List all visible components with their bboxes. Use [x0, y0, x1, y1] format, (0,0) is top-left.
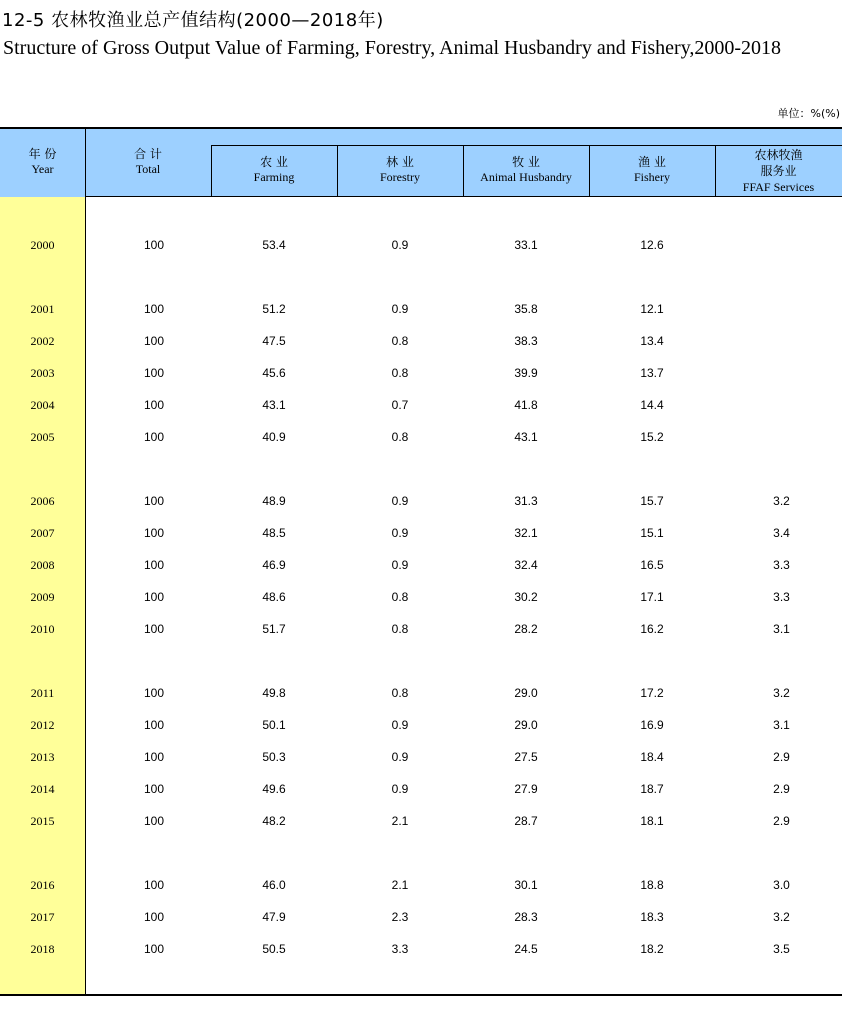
cell-animal-husbandry: 32.1: [514, 526, 538, 540]
cell-forestry: 2.1: [391, 878, 409, 892]
table-row: [0, 427, 842, 447]
cell-animal-husbandry: 31.3: [514, 494, 538, 508]
cell-total: 100: [143, 814, 165, 828]
cell-year: 2014: [30, 782, 55, 796]
header-services-en: FFAF Services: [742, 180, 815, 194]
cell-year: 2009: [30, 590, 55, 604]
cell-total: 100: [143, 942, 165, 956]
header-subgroup-rule: [211, 145, 842, 146]
cell-ffaf-services: 3.5: [773, 942, 790, 956]
cell-forestry: 2.3: [391, 910, 409, 924]
cell-farming: 48.2: [262, 814, 286, 828]
cell-forestry: 0.9: [391, 238, 409, 252]
cell-fishery: 18.8: [640, 878, 664, 892]
cell-year: 2000: [30, 238, 55, 252]
cell-animal-husbandry: 35.8: [514, 302, 538, 316]
cell-forestry: 0.9: [391, 750, 409, 764]
header-fishery-en: Fishery: [634, 170, 670, 184]
cell-year: 2010: [30, 622, 55, 636]
header-animal-en: Animal Husbandry: [480, 170, 572, 184]
header-year-en: Year: [31, 162, 54, 176]
table-row: [0, 235, 842, 255]
header-total: [85, 147, 211, 177]
cell-animal-husbandry: 43.1: [514, 430, 538, 444]
table-row: [0, 363, 842, 383]
header-total-en: Total: [135, 162, 161, 176]
cell-forestry: 0.8: [391, 622, 409, 636]
cell-animal-husbandry: 29.0: [514, 718, 538, 732]
cell-farming: 47.9: [262, 910, 286, 924]
header-year: [0, 147, 85, 177]
header-total-cn: 合 计: [134, 147, 162, 161]
cell-forestry: 3.3: [391, 942, 409, 956]
cell-forestry: 0.9: [391, 782, 409, 796]
table-bottom-rule: [0, 994, 842, 996]
cell-ffaf-services: [715, 427, 842, 447]
table-row: [0, 939, 842, 959]
table-row: [0, 523, 842, 543]
cell-animal-husbandry: 39.9: [514, 366, 538, 380]
cell-total: 100: [143, 782, 165, 796]
header-forestry-en: Forestry: [380, 170, 420, 184]
table-row: [0, 491, 842, 511]
cell-farming: 50.1: [262, 718, 286, 732]
cell-farming: 50.5: [262, 942, 286, 956]
cell-fishery: 12.1: [640, 302, 664, 316]
cell-year: 2017: [30, 910, 55, 924]
table-row: [0, 875, 842, 895]
cell-ffaf-services: 3.0: [773, 878, 790, 892]
cell-ffaf-services: 3.4: [773, 526, 790, 540]
cell-fishery: 12.6: [640, 238, 664, 252]
cell-year: 2003: [30, 366, 55, 380]
cell-fishery: 18.3: [640, 910, 664, 924]
cell-animal-husbandry: 41.8: [514, 398, 538, 412]
cell-forestry: 0.8: [391, 686, 409, 700]
cell-forestry: 0.8: [391, 366, 409, 380]
cell-animal-husbandry: 27.5: [514, 750, 538, 764]
table-row: [0, 683, 842, 703]
cell-forestry: 0.9: [391, 558, 409, 572]
cell-animal-husbandry: 28.2: [514, 622, 538, 636]
unit-label: 单位：%(%): [777, 107, 840, 120]
cell-fishery: 13.4: [640, 334, 664, 348]
cell-year: 2004: [30, 398, 55, 412]
cell-total: 100: [143, 238, 165, 252]
cell-farming: 50.3: [262, 750, 286, 764]
cell-total: 100: [143, 910, 165, 924]
cell-animal-husbandry: 38.3: [514, 334, 538, 348]
cell-farming: 48.6: [262, 590, 286, 604]
table-row: [0, 395, 842, 415]
table-row: [0, 619, 842, 639]
cell-fishery: 15.1: [640, 526, 664, 540]
cell-total: 100: [143, 558, 165, 572]
cell-total: 100: [143, 430, 165, 444]
cell-total: 100: [143, 622, 165, 636]
cell-year: 2006: [30, 494, 55, 508]
cell-ffaf-services: [715, 363, 842, 383]
cell-farming: 43.1: [262, 398, 286, 412]
cell-forestry: 0.9: [391, 302, 409, 316]
cell-year: 2001: [30, 302, 55, 316]
cell-year: 2012: [30, 718, 55, 732]
cell-animal-husbandry: 30.1: [514, 878, 538, 892]
table-row: [0, 907, 842, 927]
cell-ffaf-services: 3.2: [773, 910, 790, 924]
cell-year: 2007: [30, 526, 55, 540]
table-row: [0, 331, 842, 351]
header-year-cn: 年 份: [28, 147, 57, 161]
cell-ffaf-services: [715, 395, 842, 415]
cell-forestry: 0.9: [391, 526, 409, 540]
header-farming-en: Farming: [253, 170, 295, 184]
cell-forestry: 0.7: [391, 398, 409, 412]
cell-year: 2016: [30, 878, 55, 892]
cell-farming: 51.7: [262, 622, 286, 636]
cell-fishery: 17.1: [640, 590, 664, 604]
cell-ffaf-services: 3.1: [773, 718, 790, 732]
cell-year: 2005: [30, 430, 55, 444]
header-forestry: [337, 155, 463, 185]
cell-ffaf-services: 3.2: [773, 686, 790, 700]
table-row: [0, 715, 842, 735]
cell-fishery: 16.5: [640, 558, 664, 572]
cell-fishery: 14.4: [640, 398, 664, 412]
header-ffaf-services: [715, 147, 842, 195]
header-services-cn2: 服务业: [760, 164, 797, 178]
table-row: [0, 299, 842, 319]
cell-year: 2008: [30, 558, 55, 572]
cell-total: 100: [143, 334, 165, 348]
cell-year: 2018: [30, 942, 55, 956]
cell-animal-husbandry: 24.5: [514, 942, 538, 956]
cell-farming: 46.9: [262, 558, 286, 572]
cell-fishery: 18.4: [640, 750, 664, 764]
cell-forestry: 0.9: [391, 494, 409, 508]
cell-animal-husbandry: 29.0: [514, 686, 538, 700]
cell-ffaf-services: 2.9: [773, 782, 790, 796]
cell-farming: 49.6: [262, 782, 286, 796]
table-top-rule: [0, 127, 842, 129]
header-fishery: [589, 155, 715, 185]
cell-ffaf-services: [715, 331, 842, 351]
table-row: [0, 811, 842, 831]
cell-ffaf-services: 3.1: [773, 622, 790, 636]
cell-animal-husbandry: 28.7: [514, 814, 538, 828]
header-forestry-cn: 林 业: [386, 155, 414, 169]
cell-fishery: 16.9: [640, 718, 664, 732]
header-services-cn1: 农林牧渔: [754, 148, 803, 162]
cell-fishery: 18.2: [640, 942, 664, 956]
cell-ffaf-services: 2.9: [773, 750, 790, 764]
cell-total: 100: [143, 590, 165, 604]
page-title-cn: 12-5 农林牧渔业总产值结构(2000—2018年): [2, 10, 384, 31]
header-animal-husbandry: [463, 155, 589, 185]
cell-ffaf-services: [715, 235, 842, 255]
cell-fishery: 18.1: [640, 814, 664, 828]
cell-total: 100: [143, 526, 165, 540]
cell-farming: 49.8: [262, 686, 286, 700]
cell-fishery: 17.2: [640, 686, 664, 700]
cell-year: 2013: [30, 750, 55, 764]
table-row: [0, 587, 842, 607]
cell-total: 100: [143, 494, 165, 508]
cell-fishery: 15.7: [640, 494, 664, 508]
cell-year: 2002: [30, 334, 55, 348]
cell-ffaf-services: 3.3: [773, 558, 790, 572]
cell-forestry: 2.1: [391, 814, 409, 828]
cell-animal-husbandry: 28.3: [514, 910, 538, 924]
header-farming: [211, 155, 337, 185]
table-row: [0, 747, 842, 767]
cell-forestry: 0.8: [391, 590, 409, 604]
header-fishery-cn: 渔 业: [638, 155, 666, 169]
cell-farming: 40.9: [262, 430, 286, 444]
cell-forestry: 0.8: [391, 430, 409, 444]
cell-farming: 51.2: [262, 302, 286, 316]
cell-ffaf-services: 3.3: [773, 590, 790, 604]
cell-farming: 48.9: [262, 494, 286, 508]
header-farming-cn: 农 业: [260, 155, 288, 169]
cell-farming: 46.0: [262, 878, 286, 892]
cell-fishery: 13.7: [640, 366, 664, 380]
cell-animal-husbandry: 32.4: [514, 558, 538, 572]
cell-forestry: 0.8: [391, 334, 409, 348]
cell-year: 2015: [30, 814, 55, 828]
cell-total: 100: [143, 366, 165, 380]
cell-farming: 48.5: [262, 526, 286, 540]
cell-ffaf-services: 3.2: [773, 494, 790, 508]
cell-fishery: 18.7: [640, 782, 664, 796]
cell-farming: 53.4: [262, 238, 286, 252]
cell-ffaf-services: [715, 299, 842, 319]
cell-total: 100: [143, 750, 165, 764]
cell-ffaf-services: 2.9: [773, 814, 790, 828]
header-animal-cn: 牧 业: [512, 155, 540, 169]
page-title-en: Structure of Gross Output Value of Farming, Forestry, Animal Husbandry and Fishery,2000-2018: [3, 37, 782, 59]
table-row: [0, 555, 842, 575]
cell-fishery: 15.2: [640, 430, 664, 444]
cell-year: 2011: [30, 686, 55, 700]
cell-animal-husbandry: 33.1: [514, 238, 538, 252]
cell-total: 100: [143, 878, 165, 892]
cell-total: 100: [143, 718, 165, 732]
cell-total: 100: [143, 398, 165, 412]
cell-total: 100: [143, 686, 165, 700]
table-row: [0, 779, 842, 799]
cell-total: 100: [143, 302, 165, 316]
cell-fishery: 16.2: [640, 622, 664, 636]
cell-farming: 47.5: [262, 334, 286, 348]
cell-farming: 45.6: [262, 366, 286, 380]
cell-animal-husbandry: 30.2: [514, 590, 538, 604]
cell-animal-husbandry: 27.9: [514, 782, 538, 796]
cell-forestry: 0.9: [391, 718, 409, 732]
